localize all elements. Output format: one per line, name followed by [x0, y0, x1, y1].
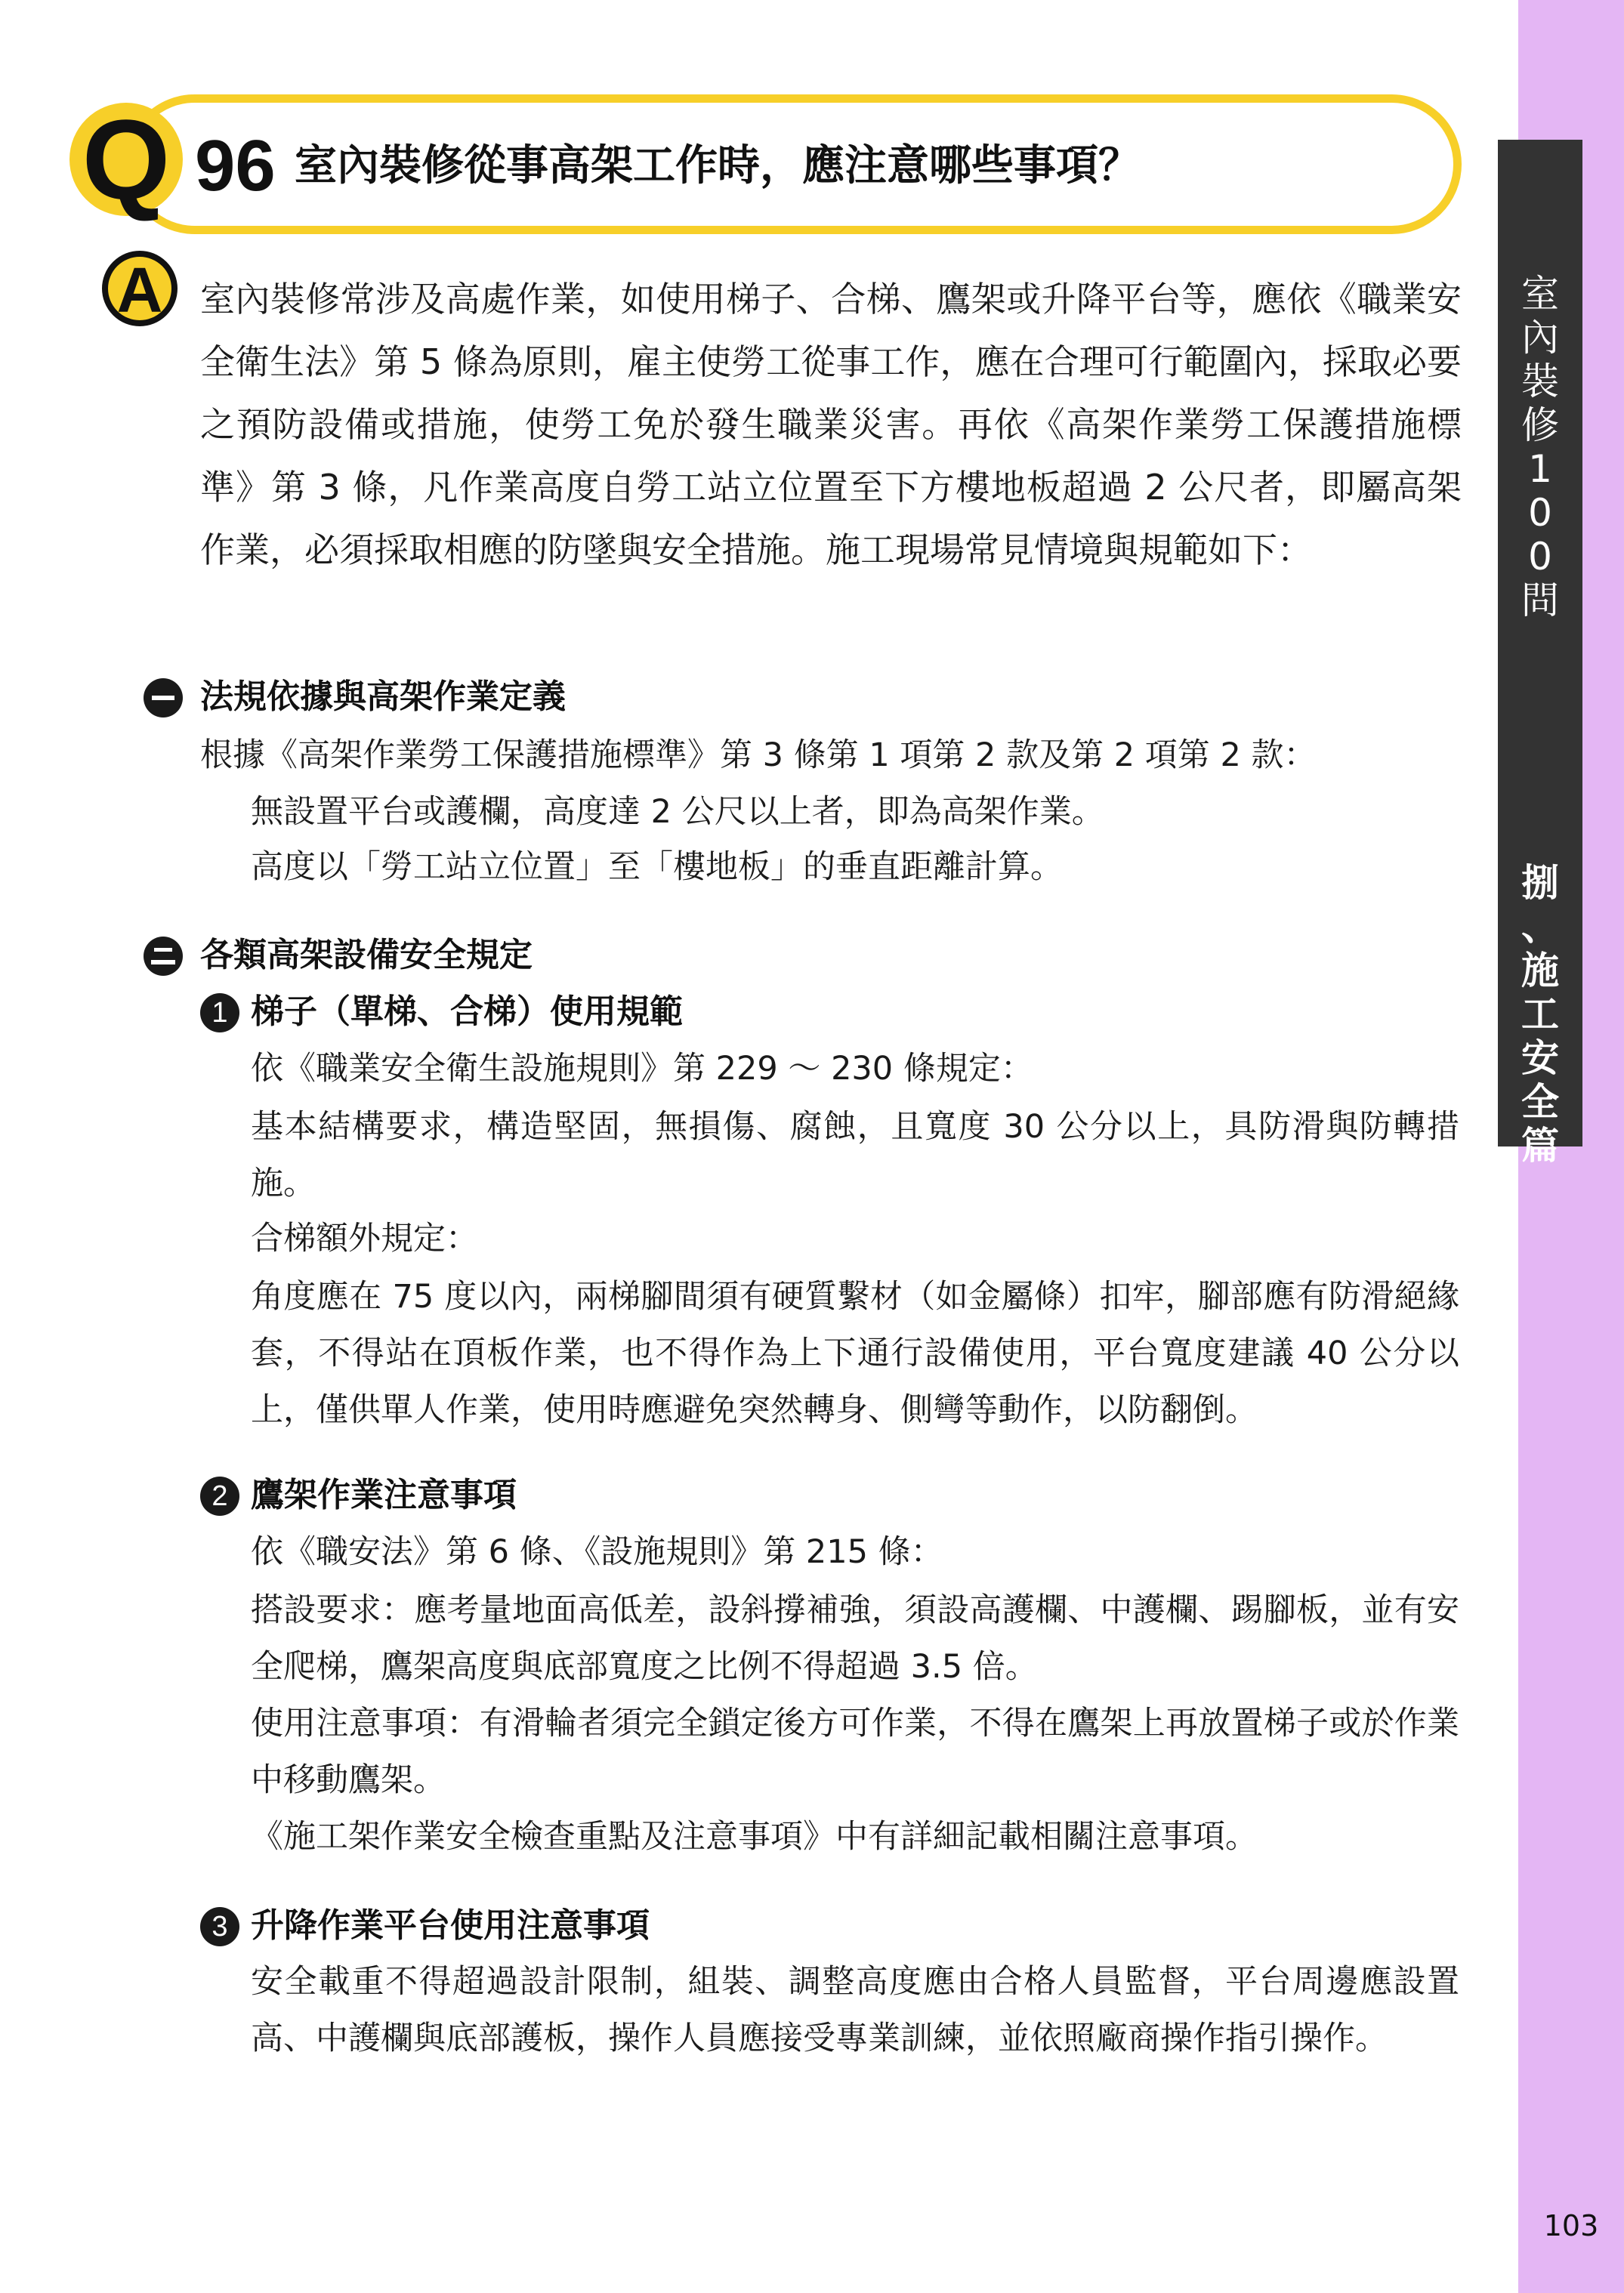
section-one-item: 無設置平台或護欄，高度達 2 公尺以上者，即為高架作業。: [251, 793, 1104, 831]
sub-two-basis: 依《職安法》第 6 條、《設施規則》第 215 條：: [251, 1533, 943, 1571]
sub-one-paragraph: 角度應在 75 度以內，兩梯腳間須有硬質繫材（如金屬條）扣牢，腳部應有防滑絕緣套，不得站在頂板作業，也不得作為上下通行設備使用，平台寬度建議 40 公分以上，僅供單人作業，使用時應避免突然轉身、側彎等動作，以防翻倒。: [251, 1278, 1459, 1429]
section-two-icon: [144, 937, 183, 976]
sub-one-paragraph: 基本結構要求，構造堅固，無損傷、腐蝕，且寬度 30 公分以上，具防滑與防轉措施。: [251, 1108, 1459, 1202]
sub-two-note: 《施工架作業安全檢查重點及注意事項》中有詳細記載相關注意事項。: [251, 1818, 1258, 1856]
answer-badge: A: [102, 251, 178, 326]
section-two-title: 各類高架設備安全規定: [200, 936, 533, 974]
book-title-vertical: 室 內 裝 修 1 0 0 問: [1521, 272, 1559, 622]
sub-two-paragraph: 使用注意事項：有滑輪者須完全鎖定後方可作業，不得在鷹架上再放置梯子或於作業中移動鷹架。: [251, 1705, 1459, 1799]
question-number: 96: [195, 125, 276, 206]
sub-one-title: 梯子（單梯、合梯）使用規範: [251, 992, 683, 1031]
chapter-title-vertical: 捌 、 施 工 安 全 篇: [1521, 861, 1559, 1168]
sub-two-number-icon: 2: [200, 1477, 239, 1516]
section-one-item: 高度以「勞工站立位置」至「樓地板」的垂直距離計算。: [251, 848, 1063, 886]
sub-one-number-icon: 1: [200, 993, 239, 1032]
sub-one-basis: 依《職業安全衛生設施規則》第 229 ～ 230 條規定：: [251, 1050, 1033, 1088]
sub-one-label: 合梯額外規定：: [251, 1220, 478, 1258]
question-title: 室內裝修從事高架工作時，應注意哪些事項？: [295, 141, 1141, 190]
chapter-tab: [1498, 140, 1582, 1168]
page-number: 103: [1543, 2209, 1599, 2242]
sub-three-paragraph: 安全載重不得超過設計限制，組裝、調整高度應由合格人員監督，平台周邊應設置高、中護欄與底部護板，操作人員應接受專業訓練，並依照廠商操作指引操作。: [251, 1963, 1459, 2057]
question-badge: Q: [69, 103, 183, 216]
sub-three-number-icon: 3: [200, 1907, 239, 1946]
section-one-icon: [144, 678, 183, 718]
sub-two-title: 鷹架作業注意事項: [251, 1476, 517, 1514]
sub-three-title: 升降作業平台使用注意事項: [251, 1906, 650, 1945]
answer-intro: 室內裝修常涉及高處作業，如使用梯子、合梯、鷹架或升降平台等，應依《職業安全衛生法》第 5 條為原則，雇主使勞工從事工作，應在合理可行範圍內，採取必要之預防設備或措施，使勞工免於發生職業災害。再依《高架作業勞工保護措施標準》第 3 條，凡作業高度自勞工站立位置至下方樓地板超過 2 公尺者，即屬高架作業，必須採取相應的防墜與安全措施。施工現場常見情境與規範如下：: [200, 279, 1462, 570]
section-one-basis: 根據《高架作業勞工保護措施標準》第 3 條第 1 項第 2 款及第 2 項第 2 款：: [200, 736, 1317, 774]
sub-two-paragraph: 搭設要求：應考量地面高低差，設斜撐補強，須設高護欄、中護欄、踢腳板，並有安全爬梯，鷹架高度與底部寬度之比例不得超過 3.5 倍。: [251, 1591, 1459, 1686]
section-one-title: 法規依據與高架作業定義: [200, 677, 566, 716]
